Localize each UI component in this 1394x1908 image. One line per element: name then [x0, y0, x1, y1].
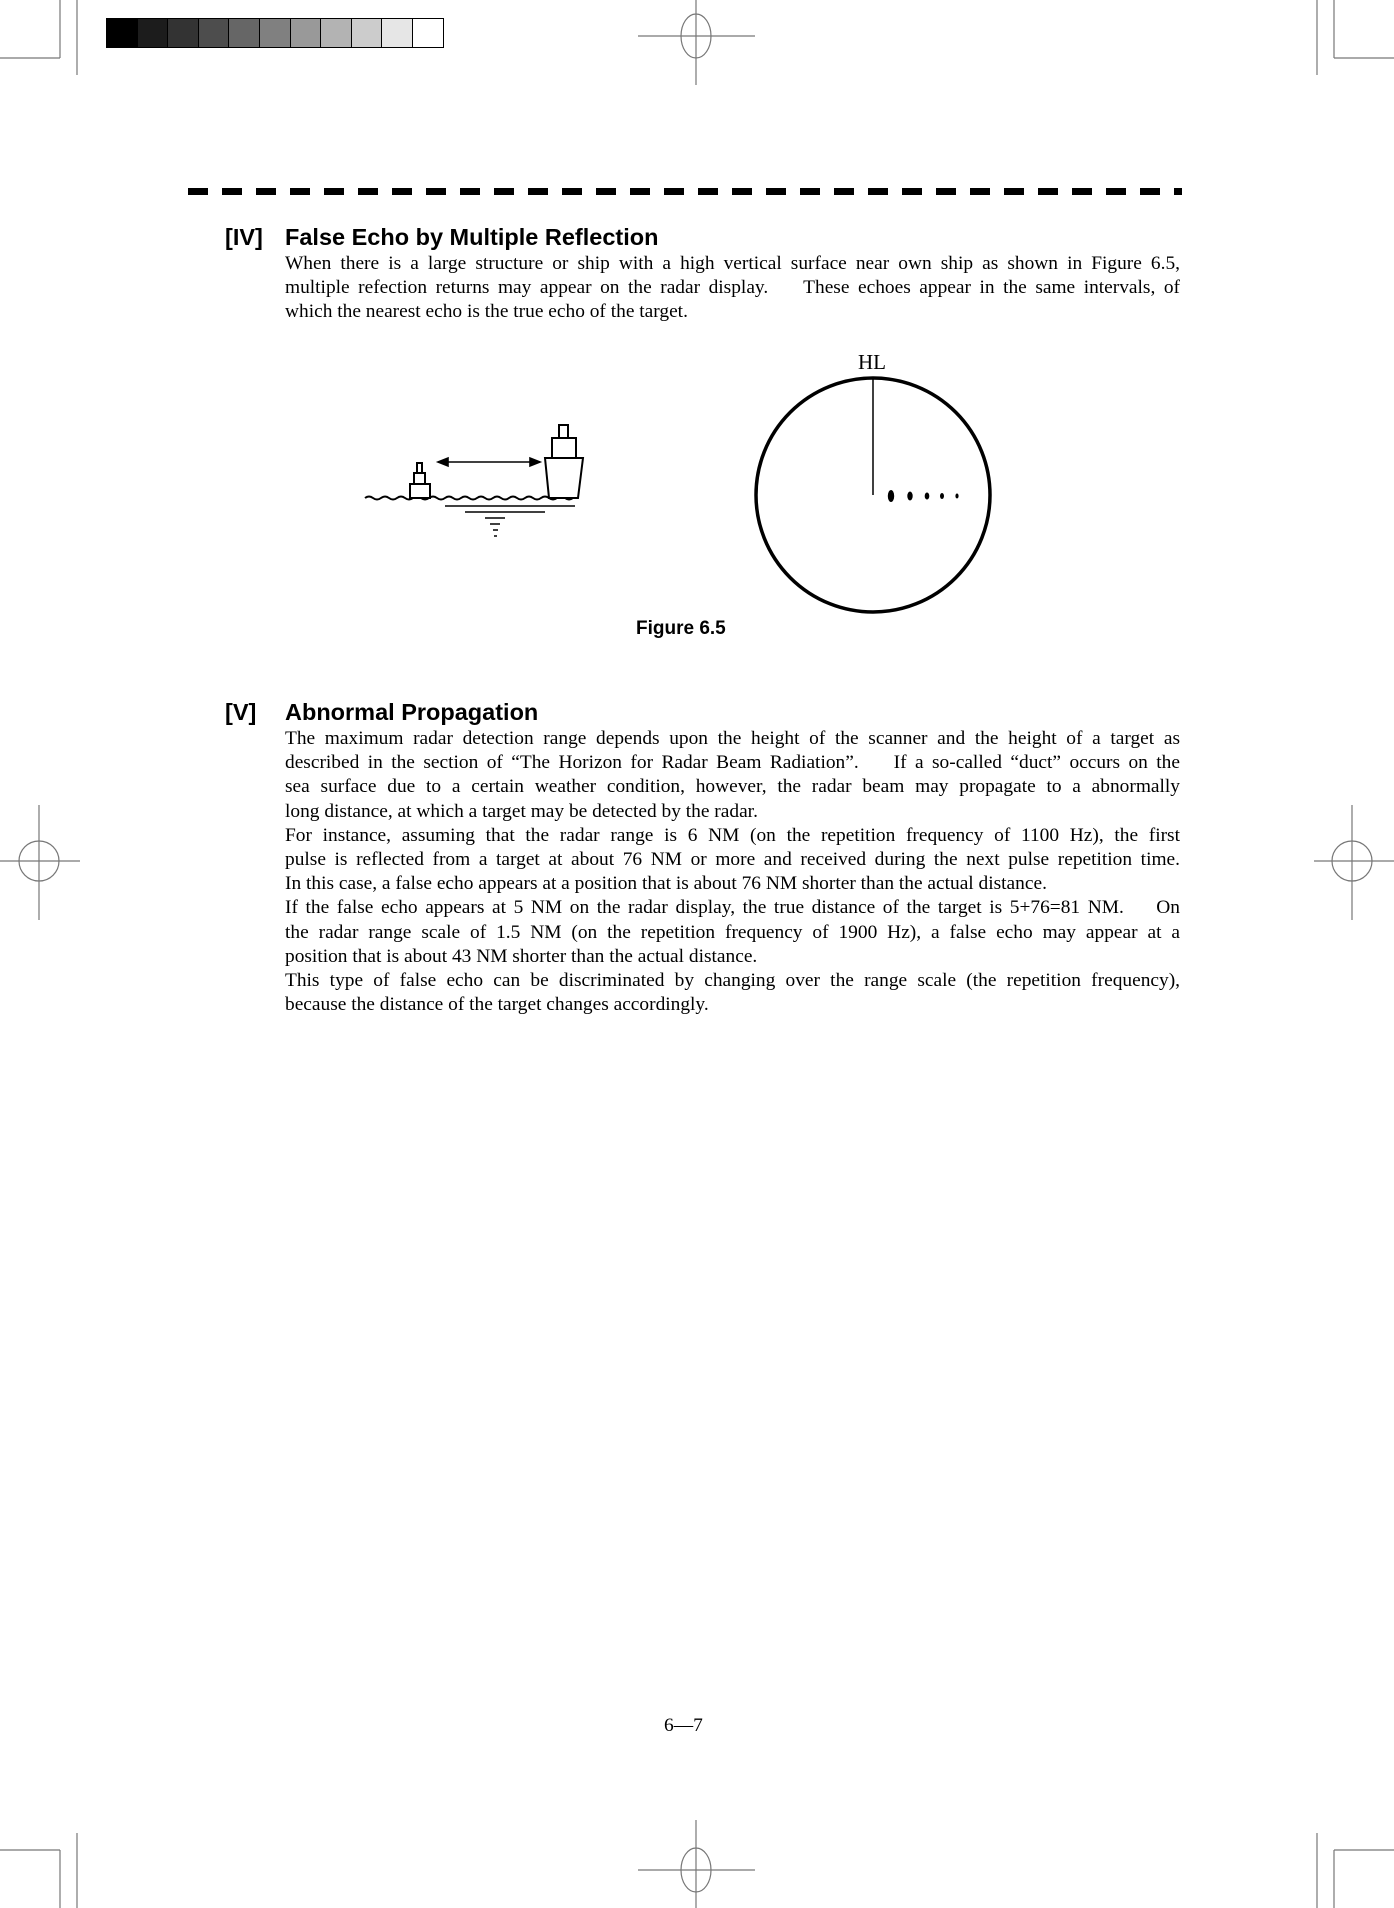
body-text-line: When there is a large structure or ship with a high vertical surface near own ship as shown in Figure 6.5,: [285, 253, 1180, 274]
registration-mark-bottom: [638, 1820, 755, 1908]
section-v-heading: [225, 699, 538, 726]
registration-mark-left: [0, 805, 80, 920]
body-text-line: The maximum radar detection range depends upon the height of the scanner and the height of a target as: [285, 728, 1180, 749]
section-v-number: [V]: [225, 699, 257, 725]
false-echo: [907, 492, 912, 501]
false-echo: [925, 493, 930, 500]
radar-display: [750, 372, 996, 618]
radar-hl-label: HL: [858, 350, 886, 374]
small-structure-base: [410, 484, 430, 498]
page-number: 6—7: [664, 1715, 703, 1736]
section-v-title: Abnormal Propagation: [285, 699, 539, 725]
section-iv-heading: [225, 224, 658, 251]
body-text-line: position that is about 43 NM shorter than the actual distance.: [285, 945, 758, 967]
crop-mark-bottom-right: [1317, 1833, 1394, 1908]
body-text-line: multiple refection returns may appear on the radar display. These echoes appear in the same intervals, of: [285, 277, 1180, 299]
body-text-line: This type of false echo can be discriminated by changing over the range scale (the repetition frequency),: [285, 970, 1180, 991]
crop-mark-bottom-left: [0, 1833, 77, 1908]
false-echo: [955, 494, 958, 499]
false-echo: [940, 493, 944, 499]
sea-surface: [365, 497, 573, 500]
body-text-line: In this case, a false echo appears at a position that is about 76 NM shorter than the actual distance.: [285, 873, 1047, 895]
false-echo-marks: [888, 490, 959, 502]
body-text-line: which the nearest echo is the true echo of the target.: [285, 301, 688, 323]
body-text-line: sea surface due to a certain weather condition, however, the radar beam may propagate to a abnormally: [285, 776, 1180, 798]
crop-mark-top-left: [0, 0, 77, 75]
body-text-line: For instance, assuming that the radar range is 6 NM (on the repetition frequency of 1100 Hz), the first: [285, 824, 1180, 846]
section-iv-number: [IV]: [225, 224, 263, 250]
body-text-line: If the false echo appears at 5 NM on the radar display, the true distance of the target is 5+76=81 NM. On: [285, 897, 1180, 919]
body-text-line: pulse is reflected from a target at about 76 NM or more and received during the next pulse repetition time.: [285, 849, 1180, 870]
registration-mark-top: [638, 0, 755, 85]
body-text-line: because the distance of the target changes accordingly.: [285, 994, 709, 1016]
crop-mark-top-right: [1317, 0, 1394, 75]
registration-mark-right: [1314, 805, 1394, 920]
ship-reflection-diagram: [355, 400, 635, 550]
own-ship-hull: [545, 458, 583, 498]
body-text-line: described in the section of “The Horizon for Radar Beam Radiation”. If a so-called “duct” occurs on the: [285, 752, 1180, 774]
header-dashed-rule: [188, 188, 1182, 195]
body-text-line: long distance, at which a target may be detected by the radar.: [285, 800, 758, 822]
section-iv-title: False Echo by Multiple Reflection: [285, 224, 659, 250]
body-text-line: the radar range scale of 1.5 NM (on the repetition frequency of 1900 Hz), a false echo may appear at a: [285, 921, 1180, 943]
true-echo: [888, 490, 894, 502]
figure-caption: Figure 6.5: [636, 618, 726, 639]
